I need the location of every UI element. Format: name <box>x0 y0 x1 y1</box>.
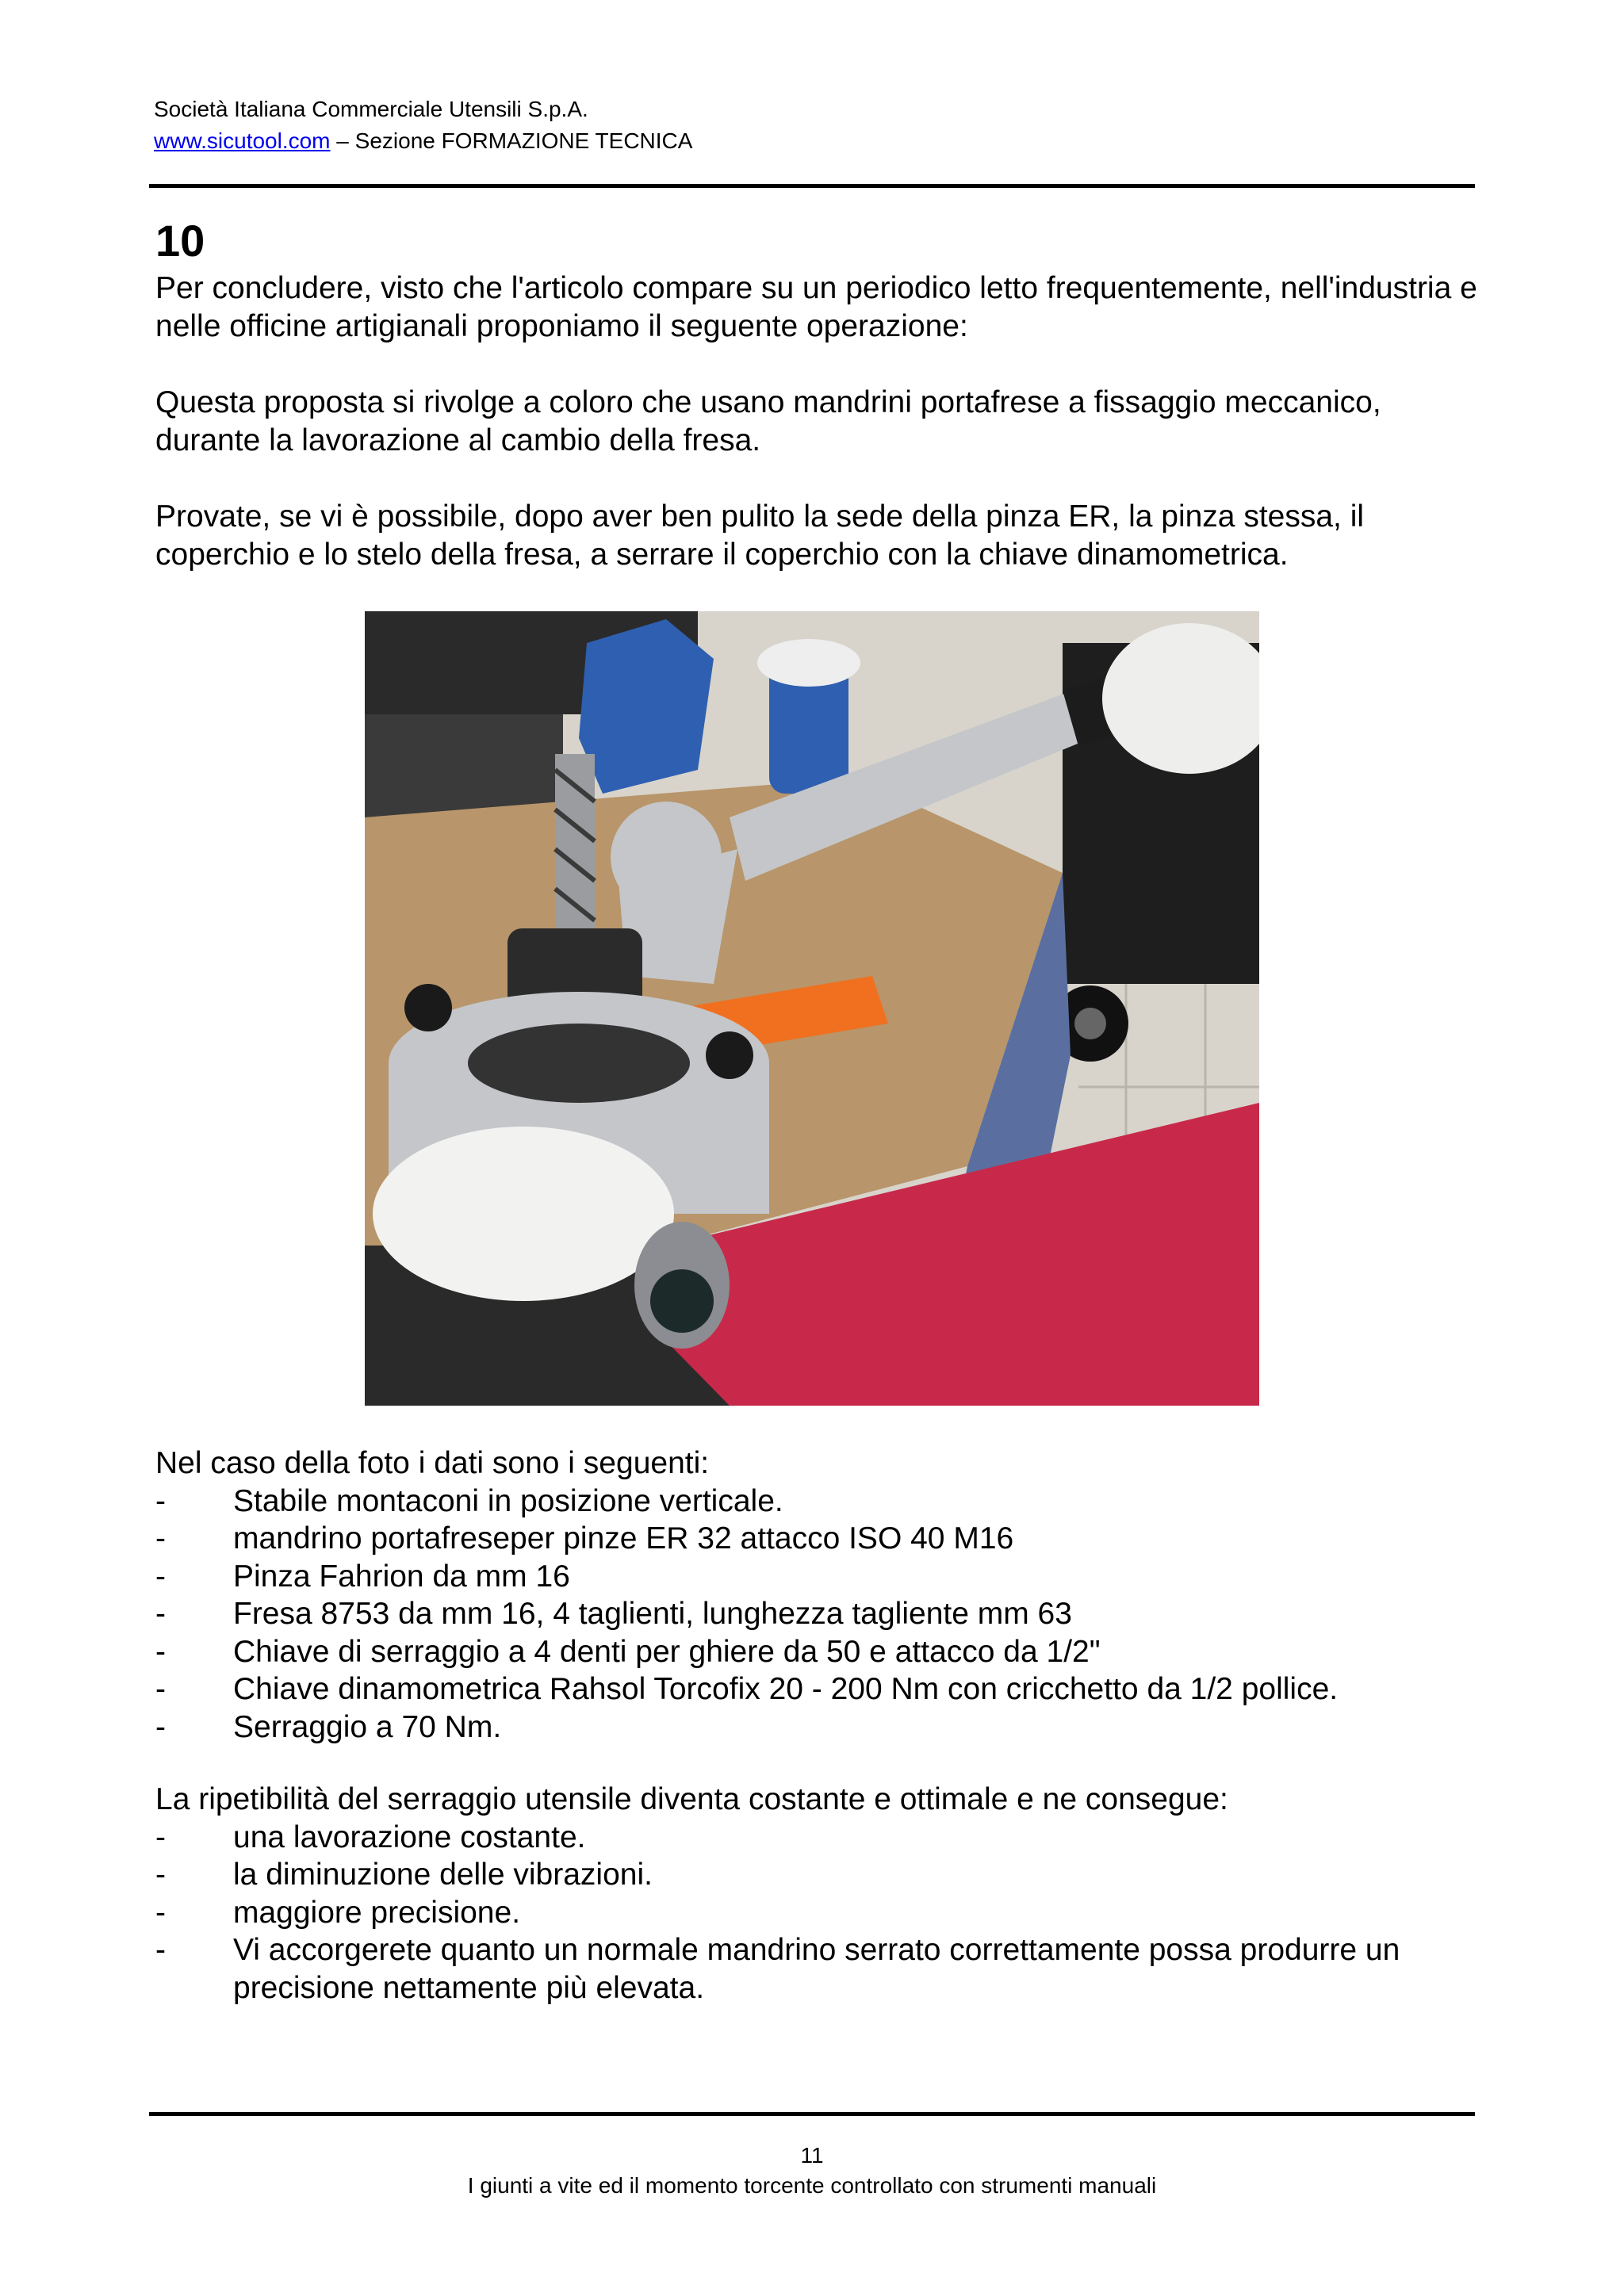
list-item <box>155 1709 1503 1747</box>
list-dash: - <box>155 1597 166 1631</box>
header-rule <box>149 184 1475 188</box>
list-item-text: maggiore precisione. <box>233 1895 521 1930</box>
benefits-intro: La ripetibilità del serraggio utensile diventa costante e ottimale e ne consegue: <box>155 1782 1228 1816</box>
header-line-2 <box>154 125 692 157</box>
photo-left-hand <box>373 1127 674 1301</box>
list-item-text: Pinza Fahrion da mm 16 <box>233 1559 570 1594</box>
list-dash: - <box>155 1634 166 1669</box>
list-item <box>155 1595 1503 1633</box>
list-dash: - <box>155 1672 166 1706</box>
list-item-text: mandrino portafreseper pinze ER 32 attacco ISO 40 M16 <box>233 1521 1014 1556</box>
footer-title: I giunti a vite ed il momento torcente controllato con strumenti manuali <box>467 2173 1157 2198</box>
list-item-text: Serraggio a 70 Nm. <box>233 1709 502 1744</box>
list-dash: - <box>155 1858 166 1892</box>
list-item <box>155 1931 1503 2007</box>
list-item <box>155 1819 1503 1857</box>
benefit-items <box>155 1819 1503 2007</box>
photo-end-mill <box>555 754 595 936</box>
list-item <box>155 1633 1503 1671</box>
list-item <box>155 1483 1503 1521</box>
data-items <box>155 1483 1503 1747</box>
website-link[interactable]: www.sicutool.com <box>154 128 331 153</box>
list-item <box>155 1856 1503 1894</box>
list-intro: Nel caso della foto i dati sono i seguenti: <box>155 1446 710 1480</box>
list-item <box>155 1520 1503 1558</box>
list-item-text: Vi accorgerete quanto un normale mandrino serrato correttamente possa produrre un precisione nettamente più elevata. <box>233 1933 1400 2005</box>
photo-data-list <box>155 1445 1503 1746</box>
section-number: 10 <box>155 216 205 266</box>
footer-rule <box>149 2112 1475 2116</box>
list-item-text: Chiave dinamometrica Rahsol Torcofix 20 - 200 Nm con cricchetto da 1/2 pollice. <box>233 1672 1339 1706</box>
list-item <box>155 1670 1503 1709</box>
page-header <box>154 94 692 157</box>
list-dash: - <box>155 1483 166 1518</box>
list-dash: - <box>155 1521 166 1556</box>
list-item-text: Stabile montaconi in posizione verticale. <box>233 1483 783 1518</box>
paragraph-intro: Per concludere, visto che l'articolo compare su un periodico letto frequentemente, nell'industria e nelle officine artigianali proponiamo il seguente operazione: <box>155 271 1477 343</box>
torque-wrench-photo <box>365 611 1259 1406</box>
paragraph-proposal: Questa proposta si rivolge a coloro che usano mandrini portafrese a fissaggio meccanico, durante la lavorazione al cambio della fresa. <box>155 385 1381 457</box>
benefits-list <box>155 1781 1503 2007</box>
list-item-text: Fresa 8753 da mm 16, 4 taglienti, lunghezza tagliente mm 63 <box>233 1597 1072 1631</box>
photo-vise <box>579 619 714 794</box>
list-dash: - <box>155 1933 166 1967</box>
list-dash: - <box>155 1820 166 1854</box>
section-label: – Sezione FORMAZIONE TECNICA <box>330 128 693 153</box>
list-item <box>155 1558 1503 1596</box>
company-name: Società Italiana Commerciale Utensili S.p.A. <box>154 97 588 121</box>
list-item-text: una lavorazione costante. <box>233 1820 586 1854</box>
list-dash: - <box>155 1559 166 1594</box>
list-item <box>155 1894 1503 1932</box>
paragraph-instructions: Provate, se vi è possibile, dopo aver ben pulito la sede della pinza ER, la pinza stessa, il coperchio e lo stelo della fresa, a serrare il coperchio con la chiave dinamometrica. <box>155 499 1365 572</box>
list-dash: - <box>155 1709 166 1744</box>
list-item-text: la diminuzione delle vibrazioni. <box>233 1858 653 1892</box>
list-item-text: Chiave di serraggio a 4 denti per ghiere da 50 e attacco da 1/2" <box>233 1634 1101 1669</box>
page-number: 11 <box>800 2143 824 2168</box>
list-dash: - <box>155 1895 166 1930</box>
